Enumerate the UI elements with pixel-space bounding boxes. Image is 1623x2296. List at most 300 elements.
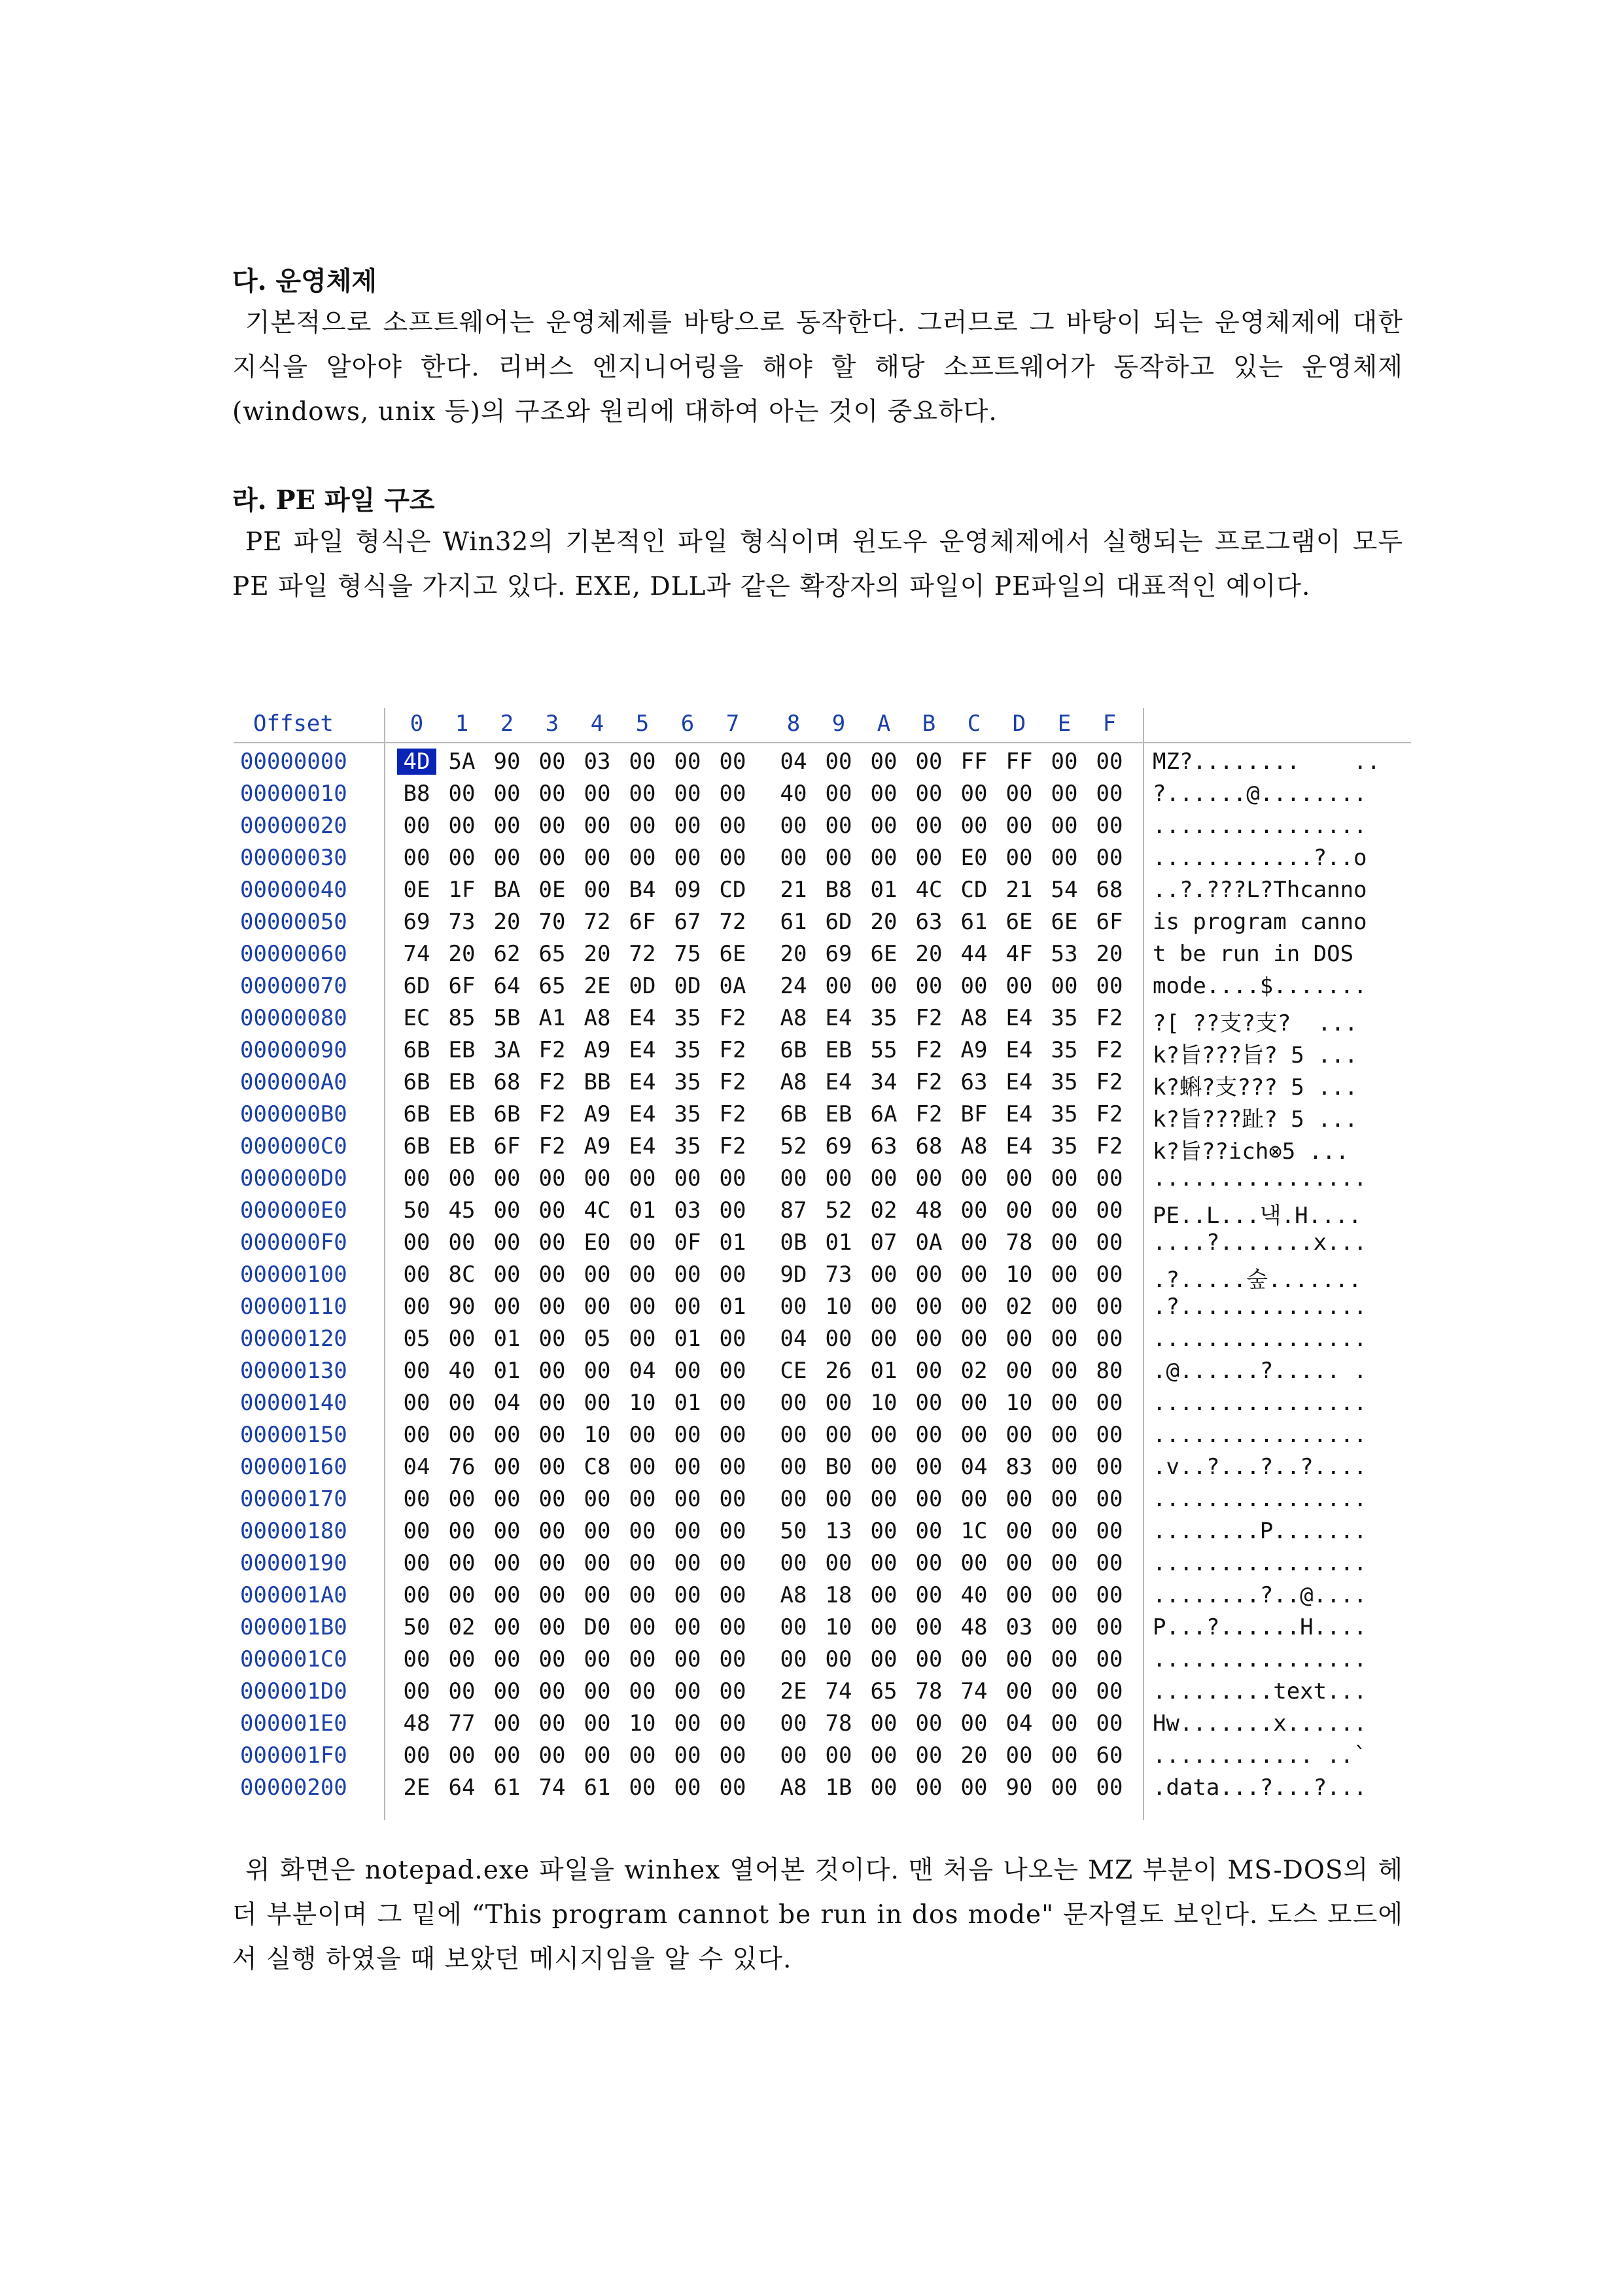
hex-byte[interactable]: 6D: [825, 909, 852, 935]
hex-byte[interactable]: 03: [584, 749, 611, 775]
hex-byte[interactable]: 00: [1096, 1294, 1123, 1320]
hex-byte[interactable]: 00: [584, 813, 611, 839]
hex-byte[interactable]: A9: [584, 1101, 611, 1127]
hex-byte[interactable]: 00: [915, 781, 943, 807]
hex-byte[interactable]: 00: [584, 1678, 611, 1704]
hex-byte[interactable]: 45: [448, 1197, 476, 1224]
hex-byte[interactable]: 00: [719, 845, 746, 871]
hex-byte[interactable]: 68: [915, 1133, 943, 1159]
hex-byte[interactable]: 74: [538, 1775, 566, 1801]
hex-byte[interactable]: 00: [719, 1197, 746, 1224]
hex-byte[interactable]: 00: [825, 845, 852, 871]
hex-byte[interactable]: 00: [403, 1518, 430, 1544]
hex-byte[interactable]: 00: [538, 845, 566, 871]
hex-byte[interactable]: 00: [403, 1262, 430, 1288]
hex-byte[interactable]: 00: [780, 1294, 807, 1320]
hex-byte[interactable]: E4: [1005, 1005, 1033, 1031]
hex-byte[interactable]: 00: [870, 1614, 898, 1640]
hex-byte[interactable]: 62: [493, 941, 521, 967]
hex-byte[interactable]: F2: [719, 1037, 746, 1063]
hex-byte[interactable]: 00: [448, 1229, 476, 1256]
hex-byte[interactable]: 00: [629, 1294, 656, 1320]
hex-byte[interactable]: 00: [1096, 1390, 1123, 1416]
hex-byte[interactable]: 00: [960, 1294, 988, 1320]
ascii-text[interactable]: ........P.......: [1153, 1518, 1367, 1544]
hex-row[interactable]: [234, 1578, 1411, 1610]
hex-byte[interactable]: 00: [538, 1422, 566, 1448]
hex-byte[interactable]: 00: [719, 1550, 746, 1576]
hex-byte[interactable]: 00: [674, 1614, 701, 1640]
hex-byte[interactable]: 00: [1051, 1775, 1078, 1801]
hex-byte[interactable]: 05: [403, 1326, 430, 1352]
hex-byte[interactable]: 00: [538, 1262, 566, 1288]
hex-byte[interactable]: 00: [629, 1486, 656, 1512]
hex-byte[interactable]: 90: [1005, 1775, 1033, 1801]
hex-byte[interactable]: 00: [538, 1486, 566, 1512]
hex-byte[interactable]: 00: [584, 1486, 611, 1512]
hex-byte[interactable]: 00: [674, 1742, 701, 1769]
hex-row[interactable]: [234, 745, 1411, 777]
hex-byte[interactable]: 5B: [493, 1005, 521, 1031]
hex-byte[interactable]: 00: [1096, 1614, 1123, 1640]
hex-byte[interactable]: 00: [780, 1390, 807, 1416]
hex-byte[interactable]: 72: [629, 941, 656, 967]
hex-byte[interactable]: 35: [870, 1005, 898, 1031]
hex-byte[interactable]: 76: [448, 1454, 476, 1480]
hex-byte[interactable]: 01: [674, 1390, 701, 1416]
hex-byte[interactable]: A8: [960, 1005, 988, 1031]
ascii-text[interactable]: k?旨???旨? 5 ...: [1153, 1042, 1358, 1069]
hex-row[interactable]: [234, 1322, 1411, 1354]
hex-byte[interactable]: 00: [960, 1197, 988, 1224]
hex-byte[interactable]: 00: [448, 1678, 476, 1704]
hex-byte[interactable]: 00: [629, 1646, 656, 1672]
hex-byte[interactable]: 00: [1096, 1486, 1123, 1512]
hex-byte[interactable]: BF: [960, 1101, 988, 1127]
hex-byte[interactable]: 00: [780, 1165, 807, 1192]
hex-byte[interactable]: 00: [780, 1454, 807, 1480]
hex-byte[interactable]: 63: [960, 1069, 988, 1095]
ascii-text[interactable]: ................: [1153, 1422, 1367, 1448]
hex-byte[interactable]: 00: [448, 781, 476, 807]
hex-byte[interactable]: 00: [719, 1358, 746, 1384]
hex-byte[interactable]: 80: [1096, 1358, 1123, 1384]
ascii-text[interactable]: k?蝌?支??? 5 ...: [1153, 1074, 1358, 1101]
hex-byte[interactable]: 03: [1005, 1614, 1033, 1640]
hex-byte[interactable]: 44: [960, 941, 988, 967]
hex-byte[interactable]: 00: [719, 1742, 746, 1769]
hex-byte[interactable]: 00: [719, 1486, 746, 1512]
hex-byte[interactable]: 6F: [629, 909, 656, 935]
hex-byte[interactable]: 00: [870, 1582, 898, 1608]
hex-byte[interactable]: 00: [960, 1486, 988, 1512]
hex-byte[interactable]: 00: [870, 1165, 898, 1192]
hex-byte[interactable]: B0: [825, 1454, 852, 1480]
hex-byte[interactable]: 0D: [674, 973, 701, 999]
hex-byte[interactable]: 00: [403, 1358, 430, 1384]
hex-byte[interactable]: 00: [915, 813, 943, 839]
hex-byte[interactable]: 00: [915, 1582, 943, 1608]
hex-byte[interactable]: 40: [960, 1582, 988, 1608]
hex-byte[interactable]: A9: [960, 1037, 988, 1063]
hex-byte[interactable]: 01: [719, 1229, 746, 1256]
hex-byte[interactable]: 00: [780, 1422, 807, 1448]
hex-byte[interactable]: 6B: [780, 1037, 807, 1063]
ascii-text[interactable]: .@......?..... .: [1153, 1358, 1367, 1384]
hex-byte[interactable]: 00: [719, 813, 746, 839]
hex-byte[interactable]: 02: [448, 1614, 476, 1640]
hex-byte[interactable]: F2: [538, 1069, 566, 1095]
hex-byte[interactable]: 72: [584, 909, 611, 935]
ascii-text[interactable]: .........text...: [1153, 1678, 1367, 1704]
hex-byte[interactable]: EB: [825, 1037, 852, 1063]
hex-byte[interactable]: 00: [719, 1775, 746, 1801]
hex-byte[interactable]: 00: [915, 1614, 943, 1640]
hex-byte[interactable]: A8: [780, 1069, 807, 1095]
ascii-text[interactable]: ....?.......x...: [1153, 1229, 1367, 1256]
hex-byte[interactable]: 00: [403, 1422, 430, 1448]
hex-byte[interactable]: 00: [629, 781, 656, 807]
hex-byte[interactable]: 21: [1005, 877, 1033, 903]
hex-byte[interactable]: 6D: [403, 973, 430, 999]
hex-byte[interactable]: 00: [538, 1358, 566, 1384]
hex-byte[interactable]: 00: [780, 1486, 807, 1512]
hex-byte[interactable]: 00: [870, 1454, 898, 1480]
hex-byte[interactable]: 00: [674, 1582, 701, 1608]
hex-byte[interactable]: 00: [493, 1678, 521, 1704]
hex-byte[interactable]: 00: [538, 1678, 566, 1704]
hex-byte[interactable]: E4: [825, 1005, 852, 1031]
hex-byte[interactable]: 00: [674, 1775, 701, 1801]
hex-row[interactable]: [234, 1418, 1411, 1450]
hex-byte[interactable]: 04: [493, 1390, 521, 1416]
hex-byte[interactable]: 00: [960, 973, 988, 999]
hex-byte[interactable]: 00: [674, 1486, 701, 1512]
hex-byte[interactable]: 00: [1096, 1422, 1123, 1448]
hex-byte[interactable]: 00: [674, 1358, 701, 1384]
hex-byte[interactable]: 00: [825, 1742, 852, 1769]
hex-byte[interactable]: A8: [780, 1005, 807, 1031]
hex-byte[interactable]: F2: [1096, 1037, 1123, 1063]
ascii-text[interactable]: Hw.......x......: [1153, 1710, 1367, 1737]
hex-byte[interactable]: 00: [403, 1165, 430, 1192]
hex-byte[interactable]: 75: [674, 941, 701, 967]
hex-byte[interactable]: 01: [493, 1358, 521, 1384]
hex-byte[interactable]: 0E: [538, 877, 566, 903]
hex-byte[interactable]: 2E: [780, 1678, 807, 1704]
hex-byte[interactable]: 90: [448, 1294, 476, 1320]
hex-row[interactable]: [234, 905, 1411, 937]
hex-byte[interactable]: F2: [915, 1005, 943, 1031]
hex-byte[interactable]: 00: [960, 1422, 988, 1448]
ascii-text[interactable]: ............?..o: [1153, 845, 1367, 871]
hex-byte[interactable]: 00: [780, 1614, 807, 1640]
hex-byte[interactable]: 00: [448, 1165, 476, 1192]
ascii-text[interactable]: .?..............: [1153, 1294, 1367, 1320]
hex-byte[interactable]: F2: [719, 1005, 746, 1031]
hex-byte[interactable]: 00: [629, 1582, 656, 1608]
hex-byte[interactable]: 1F: [448, 877, 476, 903]
hex-byte[interactable]: 00: [629, 1775, 656, 1801]
hex-byte[interactable]: A8: [960, 1133, 988, 1159]
hex-row[interactable]: [234, 1161, 1411, 1193]
hex-byte[interactable]: 1B: [825, 1775, 852, 1801]
hex-byte[interactable]: 6B: [403, 1101, 430, 1127]
hex-row[interactable]: [234, 1001, 1411, 1036]
ascii-text[interactable]: .?.....숲.......: [1153, 1267, 1362, 1293]
hex-byte[interactable]: 00: [584, 1518, 611, 1544]
ascii-text[interactable]: ............ ..`: [1153, 1742, 1367, 1769]
hex-byte[interactable]: 00: [493, 1710, 521, 1737]
hex-byte[interactable]: 0A: [915, 1229, 943, 1256]
hex-byte[interactable]: 78: [825, 1710, 852, 1737]
hex-byte[interactable]: 00: [493, 1486, 521, 1512]
hex-byte[interactable]: 09: [674, 877, 701, 903]
hex-byte[interactable]: E0: [960, 845, 988, 871]
hex-byte[interactable]: 00: [629, 813, 656, 839]
hex-byte[interactable]: 6F: [448, 973, 476, 999]
hex-byte[interactable]: 00: [493, 781, 521, 807]
hex-byte[interactable]: 00: [493, 813, 521, 839]
hex-byte[interactable]: 00: [960, 813, 988, 839]
hex-byte[interactable]: 00: [1096, 1775, 1123, 1801]
hex-byte[interactable]: 6F: [1096, 909, 1123, 935]
hex-byte[interactable]: 00: [719, 1262, 746, 1288]
hex-byte[interactable]: 63: [915, 909, 943, 935]
hex-byte[interactable]: FF: [960, 749, 988, 775]
hex-byte[interactable]: 68: [493, 1069, 521, 1095]
hex-byte[interactable]: 00: [629, 1229, 656, 1256]
hex-byte[interactable]: EB: [448, 1101, 476, 1127]
hex-byte[interactable]: 65: [538, 941, 566, 967]
hex-row[interactable]: [234, 1129, 1411, 1165]
hex-byte[interactable]: 00: [1096, 1262, 1123, 1288]
hex-byte[interactable]: 00: [1005, 813, 1033, 839]
hex-byte[interactable]: F2: [719, 1101, 746, 1127]
hex-byte[interactable]: 00: [960, 1710, 988, 1737]
hex-byte[interactable]: 35: [674, 1005, 701, 1031]
hex-byte[interactable]: 00: [1005, 1518, 1033, 1544]
hex-byte[interactable]: 00: [584, 1165, 611, 1192]
ascii-text[interactable]: ................: [1153, 1486, 1367, 1512]
hex-byte[interactable]: 00: [719, 1646, 746, 1672]
hex-byte[interactable]: 03: [674, 1197, 701, 1224]
hex-byte[interactable]: 73: [448, 909, 476, 935]
hex-byte[interactable]: 00: [780, 1646, 807, 1672]
hex-byte[interactable]: 00: [1051, 1165, 1078, 1192]
hex-byte[interactable]: 00: [915, 1742, 943, 1769]
hex-byte[interactable]: 00: [1005, 1358, 1033, 1384]
hex-byte[interactable]: 78: [915, 1678, 943, 1704]
hex-byte[interactable]: 01: [719, 1294, 746, 1320]
ascii-text[interactable]: ................: [1153, 1550, 1367, 1576]
hex-byte[interactable]: 6F: [493, 1133, 521, 1159]
hex-byte[interactable]: 10: [629, 1390, 656, 1416]
hex-byte[interactable]: 00: [1051, 1486, 1078, 1512]
ascii-text[interactable]: ................: [1153, 813, 1367, 839]
hex-byte[interactable]: 00: [674, 749, 701, 775]
hex-byte[interactable]: 00: [960, 1165, 988, 1192]
hex-byte[interactable]: 21: [780, 877, 807, 903]
hex-byte[interactable]: 00: [1051, 1358, 1078, 1384]
hex-byte[interactable]: 00: [719, 1422, 746, 1448]
hex-byte[interactable]: 20: [870, 909, 898, 935]
hex-byte[interactable]: 00: [538, 1454, 566, 1480]
hex-byte[interactable]: 00: [629, 1614, 656, 1640]
hex-row[interactable]: [234, 937, 1411, 969]
hex-byte[interactable]: 00: [493, 845, 521, 871]
hex-byte[interactable]: 00: [1051, 1454, 1078, 1480]
hex-byte[interactable]: 00: [915, 973, 943, 999]
hex-byte[interactable]: 13: [825, 1518, 852, 1544]
ascii-text[interactable]: P...?......H....: [1153, 1614, 1367, 1640]
hex-byte[interactable]: 61: [780, 909, 807, 935]
hex-byte[interactable]: 53: [1051, 941, 1078, 967]
hex-byte[interactable]: 00: [403, 845, 430, 871]
hex-byte[interactable]: 00: [538, 1165, 566, 1192]
hex-byte[interactable]: 6B: [780, 1101, 807, 1127]
hex-byte[interactable]: 00: [1096, 1550, 1123, 1576]
hex-byte[interactable]: 61: [584, 1775, 611, 1801]
hex-byte[interactable]: 01: [825, 1229, 852, 1256]
hex-byte[interactable]: 00: [1051, 1229, 1078, 1256]
hex-byte[interactable]: 01: [870, 1358, 898, 1384]
hex-byte[interactable]: 00: [1051, 1710, 1078, 1737]
hex-byte[interactable]: 00: [629, 1742, 656, 1769]
hex-byte[interactable]: 00: [584, 781, 611, 807]
hex-byte[interactable]: BA: [493, 877, 521, 903]
ascii-text[interactable]: PE..L...낵.H....: [1153, 1203, 1362, 1229]
hex-byte[interactable]: 5A: [448, 749, 476, 775]
hex-byte[interactable]: 68: [1096, 877, 1123, 903]
hex-byte[interactable]: 10: [825, 1614, 852, 1640]
hex-byte[interactable]: 00: [629, 1518, 656, 1544]
hex-byte[interactable]: 00: [915, 1518, 943, 1544]
hex-byte[interactable]: 00: [915, 1165, 943, 1192]
hex-byte[interactable]: 63: [870, 1133, 898, 1159]
hex-byte[interactable]: 00: [780, 1742, 807, 1769]
hex-byte[interactable]: 00: [719, 1710, 746, 1737]
hex-byte[interactable]: 00: [1005, 1422, 1033, 1448]
hex-byte[interactable]: 00: [403, 1229, 430, 1256]
hex-byte[interactable]: 00: [870, 1775, 898, 1801]
hex-byte[interactable]: 20: [960, 1742, 988, 1769]
hex-byte[interactable]: 50: [403, 1197, 430, 1224]
hex-byte[interactable]: 6A: [870, 1101, 898, 1127]
hex-byte[interactable]: 00: [915, 1550, 943, 1576]
hex-byte[interactable]: 00: [1005, 1550, 1033, 1576]
hex-byte[interactable]: 0B: [780, 1229, 807, 1256]
ascii-text[interactable]: ................: [1153, 1390, 1367, 1416]
hex-byte[interactable]: 35: [674, 1101, 701, 1127]
hex-byte[interactable]: 00: [915, 1294, 943, 1320]
hex-byte[interactable]: 00: [719, 1165, 746, 1192]
hex-byte[interactable]: 00: [1051, 813, 1078, 839]
hex-byte[interactable]: 00: [1051, 749, 1078, 775]
hex-byte[interactable]: 00: [493, 1165, 521, 1192]
hex-byte[interactable]: 00: [403, 813, 430, 839]
hex-byte[interactable]: 72: [719, 909, 746, 935]
hex-byte[interactable]: 00: [674, 1518, 701, 1544]
hex-byte[interactable]: B8: [825, 877, 852, 903]
ascii-text[interactable]: ?......@........: [1153, 781, 1367, 807]
hex-byte[interactable]: 00: [1005, 973, 1033, 999]
hex-byte[interactable]: 00: [538, 1294, 566, 1320]
hex-row[interactable]: [234, 1258, 1411, 1293]
hex-byte[interactable]: 00: [674, 1294, 701, 1320]
hex-byte[interactable]: F2: [1096, 1069, 1123, 1095]
hex-byte[interactable]: C8: [584, 1454, 611, 1480]
hex-byte[interactable]: 00: [1096, 1197, 1123, 1224]
hex-byte[interactable]: 00: [825, 1390, 852, 1416]
hex-byte[interactable]: 00: [870, 1646, 898, 1672]
hex-byte[interactable]: F2: [538, 1037, 566, 1063]
hex-byte[interactable]: 18: [825, 1582, 852, 1608]
hex-byte[interactable]: 00: [719, 1390, 746, 1416]
hex-byte[interactable]: 00: [1005, 1486, 1033, 1512]
hex-byte[interactable]: A9: [584, 1133, 611, 1159]
hex-byte[interactable]: E4: [629, 1037, 656, 1063]
hex-byte[interactable]: 00: [870, 845, 898, 871]
hex-byte[interactable]: 00: [493, 1454, 521, 1480]
hex-byte[interactable]: 24: [780, 973, 807, 999]
hex-byte[interactable]: 00: [629, 749, 656, 775]
hex-byte[interactable]: 26: [825, 1358, 852, 1384]
hex-byte[interactable]: 00: [960, 1646, 988, 1672]
hex-byte[interactable]: 00: [538, 1550, 566, 1576]
hex-byte[interactable]: 00: [584, 1390, 611, 1416]
hex-byte[interactable]: 00: [1096, 749, 1123, 775]
hex-byte[interactable]: 48: [403, 1710, 430, 1737]
hex-row[interactable]: [234, 1674, 1411, 1706]
hex-byte[interactable]: 6B: [403, 1069, 430, 1095]
hex-byte[interactable]: 61: [960, 909, 988, 935]
hex-byte[interactable]: 35: [674, 1037, 701, 1063]
hex-byte[interactable]: 00: [960, 1262, 988, 1288]
hex-byte[interactable]: 00: [719, 1614, 746, 1640]
hex-byte[interactable]: 64: [493, 973, 521, 999]
hex-byte[interactable]: 00: [629, 1422, 656, 1448]
hex-byte[interactable]: B4: [629, 877, 656, 903]
hex-byte[interactable]: 01: [493, 1326, 521, 1352]
hex-byte[interactable]: 00: [584, 1742, 611, 1769]
hex-byte[interactable]: 00: [1096, 1454, 1123, 1480]
hex-byte[interactable]: 00: [825, 813, 852, 839]
hex-byte[interactable]: BB: [584, 1069, 611, 1095]
hex-byte[interactable]: 10: [1005, 1390, 1033, 1416]
hex-byte[interactable]: 9D: [780, 1262, 807, 1288]
hex-byte[interactable]: 00: [538, 1390, 566, 1416]
hex-byte[interactable]: 00: [403, 1646, 430, 1672]
hex-byte[interactable]: 20: [780, 941, 807, 967]
hex-byte[interactable]: 00: [960, 1550, 988, 1576]
hex-byte[interactable]: 00: [915, 845, 943, 871]
hex-byte[interactable]: 04: [403, 1454, 430, 1480]
hex-byte[interactable]: 00: [538, 1646, 566, 1672]
hex-byte[interactable]: 87: [780, 1197, 807, 1224]
hex-byte[interactable]: 00: [448, 1390, 476, 1416]
hex-byte[interactable]: 61: [493, 1775, 521, 1801]
hex-byte[interactable]: E4: [629, 1133, 656, 1159]
hex-byte[interactable]: 0A: [719, 973, 746, 999]
hex-byte[interactable]: 35: [674, 1069, 701, 1095]
ascii-text[interactable]: mode....$.......: [1153, 973, 1367, 999]
hex-row[interactable]: [234, 1065, 1411, 1101]
hex-row[interactable]: [234, 1097, 1411, 1133]
hex-byte[interactable]: 00: [584, 1646, 611, 1672]
hex-byte[interactable]: 00: [629, 1326, 656, 1352]
hex-byte[interactable]: 85: [448, 1005, 476, 1031]
